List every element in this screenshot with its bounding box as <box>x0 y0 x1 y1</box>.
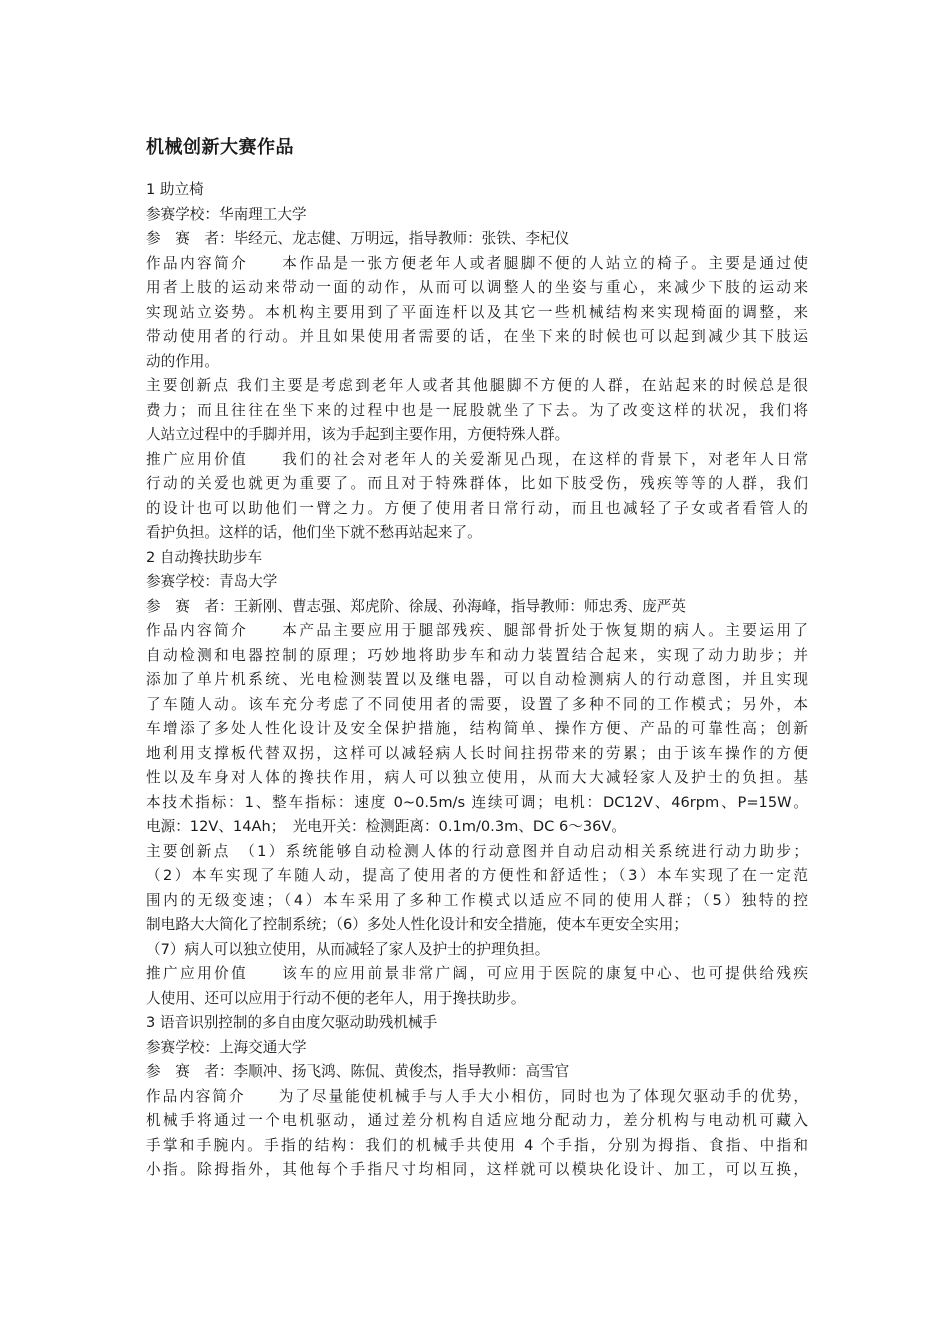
text-line: 主要创新点 （1）系统能够自动检测人体的行动意图并自动启动相关系统进行动力助步； <box>146 842 808 860</box>
text-line: 1 助立椅 <box>146 181 204 198</box>
text-line: 机械手将通过一个电机驱动，通过差分机构自适应地分配动力，差分机构与电动机可藏入 <box>146 1112 808 1129</box>
text-line: 动的作用。 <box>146 352 219 370</box>
text-line: 2 自动搀扶助步车 <box>146 548 263 566</box>
text-line: 自动检测和电器控制的原理；巧妙地将助步车和动力装置结合起来，实现了动力助步；并 <box>146 646 808 664</box>
text-line: 实现站立姿势。本机构主要用到了平面连杆以及其它一些机械结构来实现椅面的调整，来 <box>146 303 808 321</box>
text-line: 参 赛 者：李顺冲、扬飞鸿、陈侃、黄俊杰，指导教师：高雪官 <box>146 1063 570 1080</box>
text-line: 添加了单片机系统、光电检测装置以及继电器，可以自动检测病人的行动意图，并且实现 <box>146 671 808 688</box>
text-line: 了车随人动。该车充分考虑了不同使用者的需要，设置了多种不同的工作模式；另外，本 <box>146 695 808 713</box>
text-line: 电源：12V、14Ah； 光电开关：检测距离：0.1m/0.3m、DC 6～36V。 <box>146 818 627 835</box>
document-text <box>146 178 808 1183</box>
text-line: 参赛学校：青岛大学 <box>146 573 278 590</box>
text-line: （7）病人可以独立使用，从而减轻了家人及护士的护理负担。 <box>146 940 550 958</box>
text-line: 围内的无级变速；（4）本车采用了多种工作模式以适应不同的使用人群；（5）独特的控 <box>146 891 808 909</box>
text-line: 主要创新点 我们主要是考虑到老年人或者其他腿脚不方便的人群，在站起来的时候总是很 <box>146 377 808 394</box>
text-line: （2）本车实现了车随人动，提高了使用者的方便性和舒适性；（3）本车实现了在一定范 <box>146 867 808 884</box>
document-title: 机械创新大赛作品 <box>146 137 294 158</box>
text-line: 行动的关爱也就更为重要了。而且对于特殊群体，比如下肢受伤，残疾等等的人群，我们 <box>146 475 808 492</box>
text-line: 参 赛 者：毕经元、龙志健、万明远，指导教师：张铁、李杞仪 <box>146 230 570 247</box>
text-line: 地利用支撑板代替双拐，这样可以减轻病人长时间拄拐带来的劳累；由于该车操作的方便 <box>146 744 808 762</box>
text-line: 性以及车身对人体的搀扶作用，病人可以独立使用，从而大大减轻家人及护士的负担。基 <box>146 769 808 786</box>
text-line: 参 赛 者：王新刚、曹志强、郑虎阶、徐晟、孙海峰，指导教师：师忠秀、庞严英 <box>146 597 686 615</box>
text-line: 作品内容简介 为了尽量能使机械手与人手大小相仿，同时也为了体现欠驱动手的优势， <box>146 1087 808 1105</box>
text-line: 费力；而且往往在坐下来的过程中也是一屁股就坐了下去。为了改变这样的状况，我们将 <box>146 401 808 419</box>
text-line: 作品内容简介 本作品是一张方便老年人或者腿脚不便的人站立的椅子。主要是通过使 <box>146 254 808 272</box>
text-line: 本技术指标：1、整车指标：速度 0~0.5m/s 连续可调；电机：DC12V、46rpm、P=15W。 <box>146 793 808 811</box>
text-line: 推广应用价值 我们的社会对老年人的关爱渐见凸现，在这样的背景下，对老年人日常 <box>146 450 808 468</box>
text-line: 推广应用价值 该车的应用前景非常广阔，可应用于医院的康复中心、也可提供给残疾 <box>146 965 808 982</box>
text-line: 车增添了多处人性化设计及安全保护措施，结构简单、操作方便、产品的可靠性高；创新 <box>146 720 808 737</box>
text-line: 制电路大大简化了控制系统；（6）多处人性化设计和安全措施，使本车更安全实用； <box>146 916 688 933</box>
text-line: 3 语音识别控制的多自由度欠驱动助残机械手 <box>146 1014 438 1031</box>
text-line: 带动使用者的行动。并且如果使用者需要的话，在坐下来的时候也可以起到减少其下肢运 <box>146 328 808 345</box>
text-line: 参赛学校：华南理工大学 <box>146 205 307 223</box>
text-line: 手掌和手腕内。手指的结构：我们的机械手共使用 4 个手指，分别为拇指、食指、中指和 <box>146 1136 808 1154</box>
text-line: 参赛学校：上海交通大学 <box>146 1038 307 1056</box>
text-line: 用者上肢的运动来带动一面的动作，从而可以调整人的坐姿与重心，来减少下肢的运动来 <box>146 279 808 296</box>
text-line: 小指。除拇指外，其他每个手指尺寸均相同，这样就可以模块化设计、加工，可以互换， <box>146 1161 808 1178</box>
text-line: 作品内容简介 本产品主要应用于腿部残疾、腿部骨折处于恢复期的病人。主要运用了 <box>146 622 808 639</box>
text-line: 人站立过程中的手脚并用，该为手起到主要作用，方便特殊人群。 <box>146 426 570 443</box>
text-line: 的设计也可以助他们一臂之力。方便了使用者日常行动，而且也减轻了子女或者看管人的 <box>146 499 808 517</box>
text-line: 人使用、还可以应用于行动不便的老年人，用于搀扶助步。 <box>146 989 526 1007</box>
text-line: 看护负担。这样的话，他们坐下就不愁再站起来了。 <box>146 524 482 541</box>
document-body <box>146 135 808 1183</box>
